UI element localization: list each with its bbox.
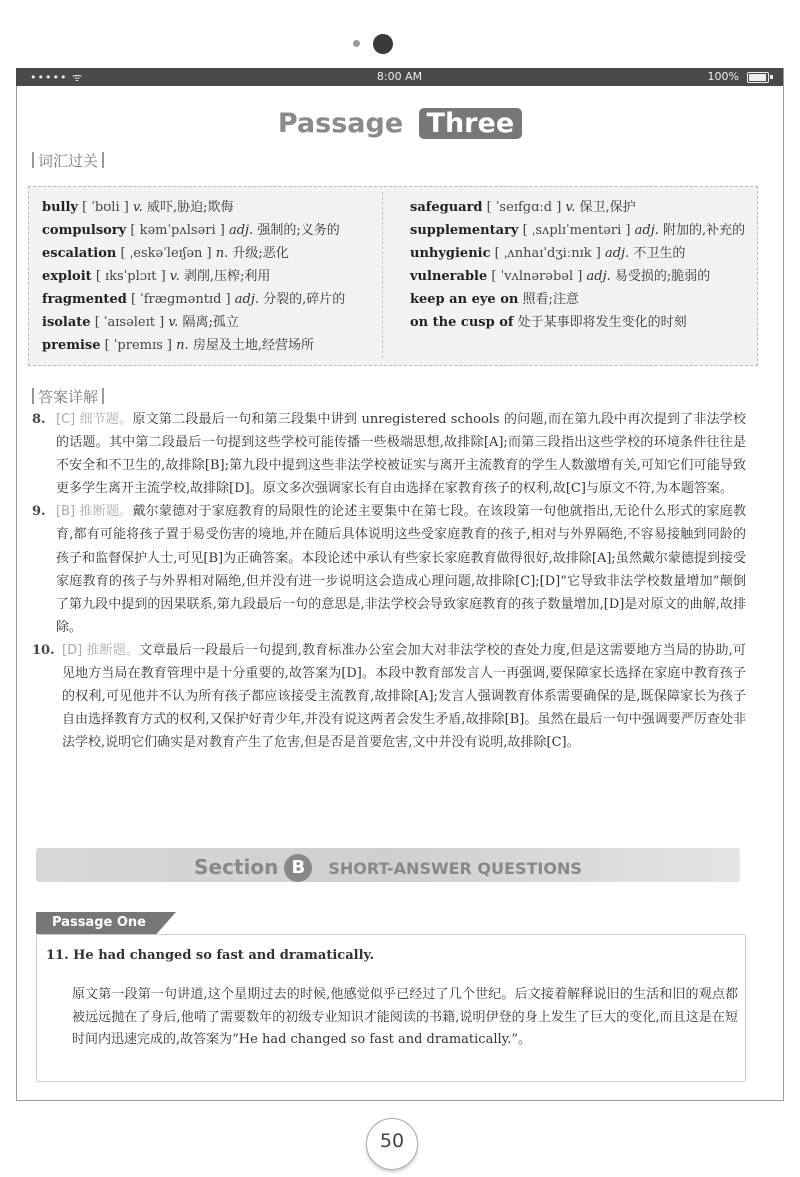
camera-lens	[373, 34, 393, 54]
vocab-entry: supplementary [ ˌsʌplɪˈmentəri ] adj. 附加的,补充的	[410, 223, 746, 238]
vocab-label-text: 词汇过关	[38, 152, 99, 170]
battery-percent: 100%	[707, 70, 739, 83]
passage-title	[0, 108, 800, 139]
camera-sensor	[353, 40, 360, 47]
answers-label	[32, 386, 104, 407]
answer-number: 8.	[32, 412, 46, 427]
vocab-entry: keep an eye on 照看;注意	[410, 292, 579, 307]
status-time: 8:00 AM	[376, 70, 423, 83]
battery-icon	[747, 72, 769, 83]
vocab-entry: premise [ ˈpremɪs ] n. 房屋及土地,经营场所	[42, 338, 314, 353]
passage-title-number: Three	[419, 108, 523, 139]
vocab-entry: escalation [ ˌeskəˈleɪʃən ] n. 升级;恶化	[42, 246, 289, 261]
passage-title-word: Passage	[277, 108, 404, 139]
answers-label-text: 答案详解	[38, 388, 99, 406]
answer-text: 文章最后一段最后一句提到,教育标准办公室会加大对非法学校的查处力度,但是这需要地方当局的协助,可见地方当局在教育管理中是十分重要的,故答案为[D]。本段中教育部发言人一再强调,要保障家长选择在家庭中教育孩子的权利,可见他并不认为所有孩子都应该接受主流教育,故排除[A];发言人强调教育体系需要确保的是,既保障家长为孩子自由选择教育方式的权利,又保护好青少年,并没有说这两者会发生矛盾,故排除[B]。虽然在最后一句中强调要严厉查处非法学校,说明它们确实是对教育产生了危害,但是否是首要危害,文中并没有说明,故排除[C]。	[62, 642, 746, 751]
vocab-entry: safeguard [ ˈseɪfɡɑːd ] v. 保卫,保护	[410, 200, 636, 215]
answer-tag: [D] 推断题。	[62, 642, 140, 658]
section-b-word: Section	[194, 855, 279, 879]
question-11: 11. He had changed so fast and dramatically.	[46, 948, 375, 963]
answer-number: 9.	[32, 504, 46, 520]
vocab-entry: on the cusp of 处于某事即将发生变化的时刻	[410, 315, 687, 330]
answers-list	[32, 408, 746, 754]
vocab-left-column	[42, 196, 377, 357]
vocab-entry: isolate [ ˈaɪsəleɪt ] v. 隔离;孤立	[42, 315, 239, 330]
section-b-letter: B	[284, 854, 312, 882]
vocab-right-column	[410, 196, 746, 334]
status-bar	[16, 68, 783, 86]
vocab-entry: fragmented [ ˈfræɡməntɪd ] adj. 分裂的,碎片的	[42, 292, 346, 307]
answer-tag: [C] 细节题。	[56, 412, 133, 427]
section-b-subtitle: SHORT-ANSWER QUESTIONS	[328, 859, 582, 878]
page-number: 50	[379, 1130, 405, 1152]
passage-one-label: Passage One	[52, 915, 146, 930]
answer-number: 10.	[32, 642, 55, 658]
vocab-entry: unhygienic [ ˌʌnhaɪˈdʒiːnɪk ] adj. 不卫生的	[410, 246, 686, 261]
answer-item	[32, 500, 746, 639]
vocab-label	[32, 150, 104, 171]
answer-item	[32, 408, 746, 500]
vocab-entry: compulsory [ kəmˈpʌlsəri ] adj. 强制的;义务的	[42, 223, 340, 238]
question-11-answer: 原文第一段第一句讲道,这个星期过去的时候,他感觉似乎已经过了几个世纪。后文接着解释说旧的生活和旧的观点都被远远抛在了身后,他啃了需要数年的初级专业知识才能阅读的书籍,说明伊登的身上发生了巨大的变化,而且这是在短时间内迅速完成的,故答案为“He had changed so fast and dramatically.”。	[72, 987, 738, 1047]
signal-indicator: ••••• ᯤ	[30, 71, 83, 84]
section-b-banner	[36, 848, 740, 882]
answer-text: 戴尔蒙德对于家庭教育的局限性的论述主要集中在第七段。在该段第一句他就指出,无论什么形式的家庭教育,都有可能将孩子置于易受伤害的境地,并在随后具体说明这些受家庭教育的孩子,相对与外界隔绝,不容易接触到同龄的孩子和监督保护人士,可见[B]为正确答案。本段论述中承认有些家长家庭教育做得很好,故排除[A];虽然戴尔蒙德提到接受家庭教育的孩子与外界相对隔绝,但并没有进一步说明这会造成心理问题,故排除[C];[D]“它导致非法学校数量增加”颠倒了第九段中提到的因果联系,第九段最后一句的意思是,非法学校会导致家庭教育的孩子数量增加,[D]是对原文的曲解,故排除。	[56, 504, 746, 635]
vocab-entry: exploit [ ɪksˈplɔɪt ] v. 剥削,压榨;利用	[42, 269, 271, 284]
answer-item	[32, 639, 746, 754]
answer-text: 原文第二段最后一句和第三段集中讲到 unregistered schools 的问题,而在第九段中再次提到了非法学校的话题。其中第二段最后一句提到这些学校可能传播一些极端思想,故排除[A];而第三段指出这些学校的环境条件往往是不安全和不卫生的,故排除[B];第九段中提到这些非法学校被证实与离开主流教育的学生人数激增有关,可知它们可能导致更多学生离开主流学校,故排除[D]。原文多次强调家长有自由选择在家教育孩子的权利,故[C]与原文不符,为本题答案。	[56, 412, 746, 497]
vocab-entry: bully [ ˈbʊli ] v. 威吓,胁迫;欺侮	[42, 200, 234, 215]
vocab-divider	[382, 192, 383, 358]
battery-tip	[770, 75, 773, 79]
vocab-entry: vulnerable [ ˈvʌlnərəbəl ] adj. 易受损的;脆弱的	[410, 269, 711, 284]
answer-tag: [B] 推断题。	[56, 504, 133, 520]
